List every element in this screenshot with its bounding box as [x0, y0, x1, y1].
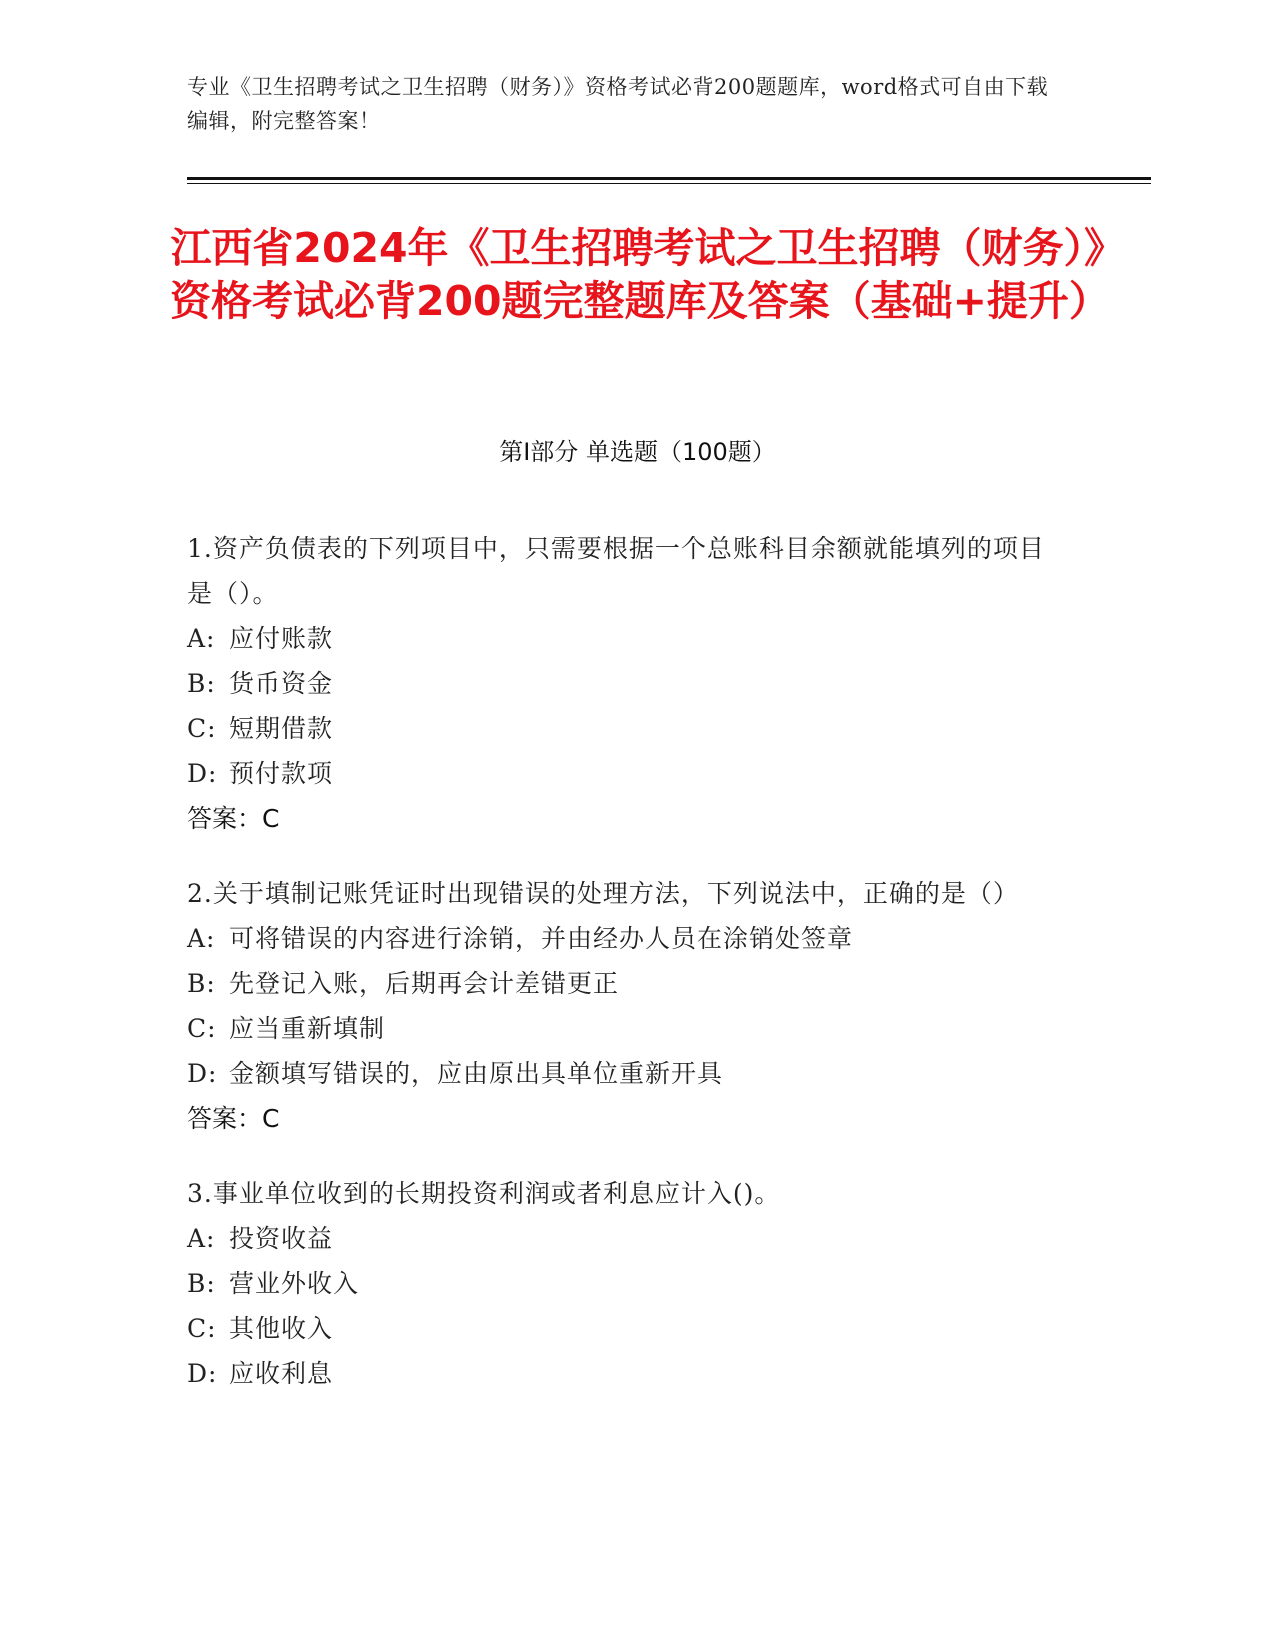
option-text: 营业外收入	[229, 1269, 360, 1298]
question-1	[187, 526, 1067, 841]
option-d	[187, 1351, 1067, 1396]
header-divider-thick	[187, 177, 1151, 180]
option-text: 其他收入	[229, 1314, 334, 1343]
option-text: 先登记入账，后期再会计差错更正	[229, 969, 620, 998]
option-letter: C:	[187, 1314, 217, 1343]
option-text: 金额填写错误的，应由原出具单位重新开具	[229, 1059, 724, 1088]
document-title: 江西省2024年《卫生招聘考试之卫生招聘（财务）》资格考试必背200题完整题库及答案（基础+提升）	[170, 224, 1110, 325]
option-letter: D:	[187, 1059, 218, 1088]
option-a	[187, 1216, 1067, 1261]
option-c	[187, 1306, 1067, 1351]
option-c	[187, 706, 1067, 751]
option-letter: B:	[187, 1269, 216, 1298]
question-3	[187, 1171, 1067, 1396]
option-d	[187, 1051, 1067, 1096]
question-2	[187, 871, 1067, 1141]
option-letter: A:	[187, 624, 216, 653]
option-text: 应付账款	[229, 624, 334, 653]
option-d	[187, 751, 1067, 796]
option-letter: B:	[187, 669, 216, 698]
answer-line	[187, 796, 1067, 841]
question-stem: 3.事业单位收到的长期投资利润或者利息应计入()。	[187, 1179, 781, 1208]
question-stem: 1.资产负债表的下列项目中，只需要根据一个总账科目余额就能填列的项目是（）。	[187, 534, 1045, 608]
section-heading: 第I部分 单选题（100题）	[499, 438, 776, 466]
option-letter: C:	[187, 1014, 217, 1043]
option-a	[187, 916, 1067, 961]
option-b	[187, 1261, 1067, 1306]
option-letter: A:	[187, 1224, 216, 1253]
option-text: 货币资金	[229, 669, 334, 698]
option-letter: D:	[187, 759, 218, 788]
answer-label: 答案：	[187, 804, 263, 833]
question-list	[187, 526, 1067, 1426]
option-letter: A:	[187, 924, 216, 953]
header-note: 专业《卫生招聘考试之卫生招聘（财务）》资格考试必背200题题库，word格式可自由下载编辑，附完整答案！	[187, 75, 1049, 133]
option-b	[187, 661, 1067, 706]
option-letter: B:	[187, 969, 216, 998]
answer-label: 答案：	[187, 1104, 263, 1133]
option-text: 预付款项	[229, 759, 334, 788]
question-stem: 2.关于填制记账凭证时出现错误的处理方法，下列说法中，正确的是（）	[187, 879, 1019, 908]
option-a	[187, 616, 1067, 661]
header-divider-thin	[187, 183, 1151, 184]
option-text: 应收利息	[229, 1359, 334, 1388]
option-text: 投资收益	[229, 1224, 334, 1253]
answer-value: C	[262, 804, 280, 833]
option-text: 可将错误的内容进行涂销，并由经办人员在涂销处签章	[229, 924, 854, 953]
answer-line	[187, 1096, 1067, 1141]
option-letter: D:	[187, 1359, 218, 1388]
option-b	[187, 961, 1067, 1006]
answer-value: C	[262, 1104, 280, 1133]
option-text: 应当重新填制	[229, 1014, 386, 1043]
option-letter: C:	[187, 714, 217, 743]
option-c	[187, 1006, 1067, 1051]
option-text: 短期借款	[229, 714, 334, 743]
